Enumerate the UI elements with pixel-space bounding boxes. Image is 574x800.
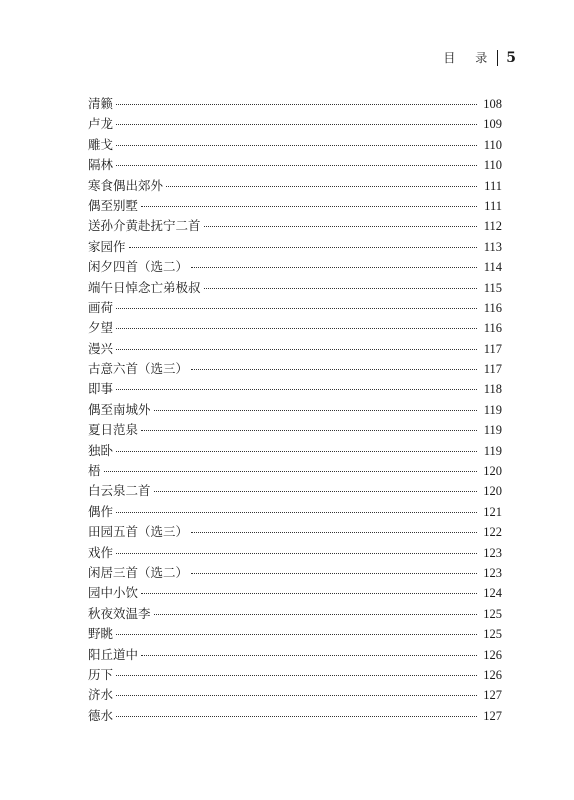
dot-leader xyxy=(116,104,477,105)
toc-entry[interactable] xyxy=(88,563,502,583)
toc-entry-title: 画荷 xyxy=(88,299,114,315)
toc-entry[interactable] xyxy=(88,257,502,277)
toc-entry[interactable] xyxy=(88,665,502,685)
toc-entry[interactable] xyxy=(88,135,502,155)
toc-entry[interactable] xyxy=(88,583,502,603)
toc-entry-page: 122 xyxy=(483,525,502,540)
dot-leader xyxy=(116,389,477,390)
toc-entry-title: 隔林 xyxy=(88,157,114,173)
toc-entry[interactable] xyxy=(88,196,502,216)
toc-entry-page: 119 xyxy=(483,423,502,438)
dot-leader xyxy=(191,573,477,574)
dot-leader xyxy=(191,532,477,533)
toc-entry-page: 114 xyxy=(483,260,502,275)
toc-entry-title: 戏作 xyxy=(88,544,114,560)
toc-entry-page: 127 xyxy=(483,688,502,703)
toc-entry[interactable] xyxy=(88,522,502,542)
toc-entry[interactable] xyxy=(88,624,502,644)
dot-leader xyxy=(116,328,477,329)
toc-entry[interactable] xyxy=(88,237,502,257)
toc-entry-page: 117 xyxy=(483,341,502,356)
toc-entry[interactable] xyxy=(88,216,502,236)
dot-leader xyxy=(166,186,477,187)
table-of-contents xyxy=(88,94,502,726)
toc-entry[interactable] xyxy=(88,298,502,318)
toc-entry[interactable] xyxy=(88,502,502,522)
toc-entry-page: 123 xyxy=(483,565,502,580)
dot-leader xyxy=(154,491,477,492)
dot-leader xyxy=(116,716,477,717)
toc-entry[interactable] xyxy=(88,114,502,134)
dot-leader xyxy=(116,451,477,452)
dot-leader xyxy=(116,308,477,309)
toc-entry[interactable] xyxy=(88,543,502,563)
dot-leader xyxy=(116,349,477,350)
toc-entry[interactable] xyxy=(88,461,502,481)
toc-entry[interactable] xyxy=(88,400,502,420)
toc-entry-title: 偶至别墅 xyxy=(88,197,139,213)
toc-entry-title: 济水 xyxy=(88,687,114,703)
toc-entry-title: 秋夜效温李 xyxy=(88,605,151,621)
toc-entry[interactable] xyxy=(88,359,502,379)
dot-leader xyxy=(116,634,477,635)
toc-entry-title: 偶作 xyxy=(88,503,114,519)
toc-entry-title: 独卧 xyxy=(88,442,114,458)
header-page-number: 5 xyxy=(506,50,516,66)
toc-entry-page: 127 xyxy=(483,708,502,723)
toc-entry[interactable] xyxy=(88,685,502,705)
header-title: 目 录 xyxy=(443,51,496,65)
toc-entry[interactable] xyxy=(88,176,502,196)
toc-entry-title: 古意六首（选三） xyxy=(88,361,189,377)
toc-entry[interactable] xyxy=(88,420,502,440)
toc-entry-page: 116 xyxy=(483,300,502,315)
toc-entry-title: 德水 xyxy=(88,707,114,723)
dot-leader xyxy=(154,614,477,615)
toc-entry-title: 梧 xyxy=(88,463,101,479)
toc-entry-title: 送孙介黄赴抚宁二首 xyxy=(88,218,201,234)
toc-entry-title: 偶至南城外 xyxy=(88,401,151,417)
toc-entry[interactable] xyxy=(88,339,502,359)
toc-entry-page: 111 xyxy=(484,178,502,193)
toc-entry-page: 108 xyxy=(483,97,502,111)
toc-entry[interactable] xyxy=(88,645,502,665)
toc-entry-page: 110 xyxy=(483,158,502,173)
toc-entry-title: 寒食偶出郊外 xyxy=(88,177,164,193)
dot-leader xyxy=(116,165,477,166)
toc-entry-title: 端午日悼念亡弟极叔 xyxy=(88,279,201,295)
toc-entry[interactable] xyxy=(88,604,502,624)
dot-leader xyxy=(204,288,477,289)
toc-entry[interactable] xyxy=(88,379,502,399)
toc-entry-page: 119 xyxy=(483,402,502,417)
toc-entry-title: 即事 xyxy=(88,381,114,397)
running-header xyxy=(443,50,516,66)
toc-entry-title: 历下 xyxy=(88,666,114,682)
dot-leader xyxy=(129,247,477,248)
toc-entry[interactable] xyxy=(88,278,502,298)
toc-entry-page: 118 xyxy=(483,382,502,397)
toc-entry[interactable] xyxy=(88,481,502,501)
toc-entry-page: 126 xyxy=(483,647,502,662)
toc-entry-title: 家园作 xyxy=(88,238,126,254)
toc-entry-page: 116 xyxy=(483,321,502,336)
dot-leader xyxy=(204,226,477,227)
toc-entry-title: 清籁 xyxy=(88,96,114,111)
dot-leader xyxy=(104,471,477,472)
dot-leader xyxy=(116,124,477,125)
toc-entry-title: 野眺 xyxy=(88,626,114,642)
toc-entry-page: 124 xyxy=(483,586,502,601)
dot-leader xyxy=(141,593,477,594)
toc-entry-page: 121 xyxy=(483,504,502,519)
toc-entry-page: 126 xyxy=(483,667,502,682)
toc-entry-page: 125 xyxy=(483,627,502,642)
toc-entry-title: 闲居三首（选二） xyxy=(88,564,189,580)
dot-leader xyxy=(116,512,477,513)
dot-leader xyxy=(141,655,477,656)
dot-leader xyxy=(116,145,477,146)
dot-leader xyxy=(141,430,477,431)
toc-entry-page: 120 xyxy=(483,464,502,479)
toc-entry-page: 112 xyxy=(483,219,502,234)
toc-entry-title: 闲夕四首（选二） xyxy=(88,259,189,275)
toc-entry[interactable] xyxy=(88,94,502,114)
toc-entry-page: 115 xyxy=(483,280,502,295)
dot-leader xyxy=(191,369,477,370)
toc-entry-page: 117 xyxy=(483,362,502,377)
toc-entry-title: 阳丘道中 xyxy=(88,646,139,662)
toc-entry[interactable] xyxy=(88,155,502,175)
toc-entry-page: 125 xyxy=(483,606,502,621)
toc-entry-title: 夕望 xyxy=(88,320,114,336)
dot-leader xyxy=(116,675,477,676)
toc-entry-title: 夏日范泉 xyxy=(88,422,139,438)
dot-leader xyxy=(116,553,477,554)
toc-entry-page: 113 xyxy=(483,239,502,254)
toc-entry-page: 109 xyxy=(483,117,502,132)
toc-entry-page: 110 xyxy=(483,137,502,152)
toc-entry-title: 园中小饮 xyxy=(88,585,139,601)
toc-entry-page: 111 xyxy=(484,198,502,213)
dot-leader xyxy=(116,695,477,696)
toc-entry-page: 119 xyxy=(483,443,502,458)
toc-entry[interactable] xyxy=(88,318,502,338)
toc-entry-title: 卢龙 xyxy=(88,116,114,132)
toc-entry-page: 123 xyxy=(483,545,502,560)
dot-leader xyxy=(191,267,477,268)
toc-entry-title: 田园五首（选三） xyxy=(88,524,189,540)
toc-entry[interactable] xyxy=(88,441,502,461)
toc-entry-title: 雕戈 xyxy=(88,136,114,152)
header-separator xyxy=(497,50,498,66)
toc-entry-title: 漫兴 xyxy=(88,340,114,356)
toc-entry[interactable] xyxy=(88,706,502,726)
toc-entry-title: 白云泉二首 xyxy=(88,483,151,499)
dot-leader xyxy=(141,206,477,207)
dot-leader xyxy=(154,410,477,411)
toc-entry-page: 120 xyxy=(483,484,502,499)
